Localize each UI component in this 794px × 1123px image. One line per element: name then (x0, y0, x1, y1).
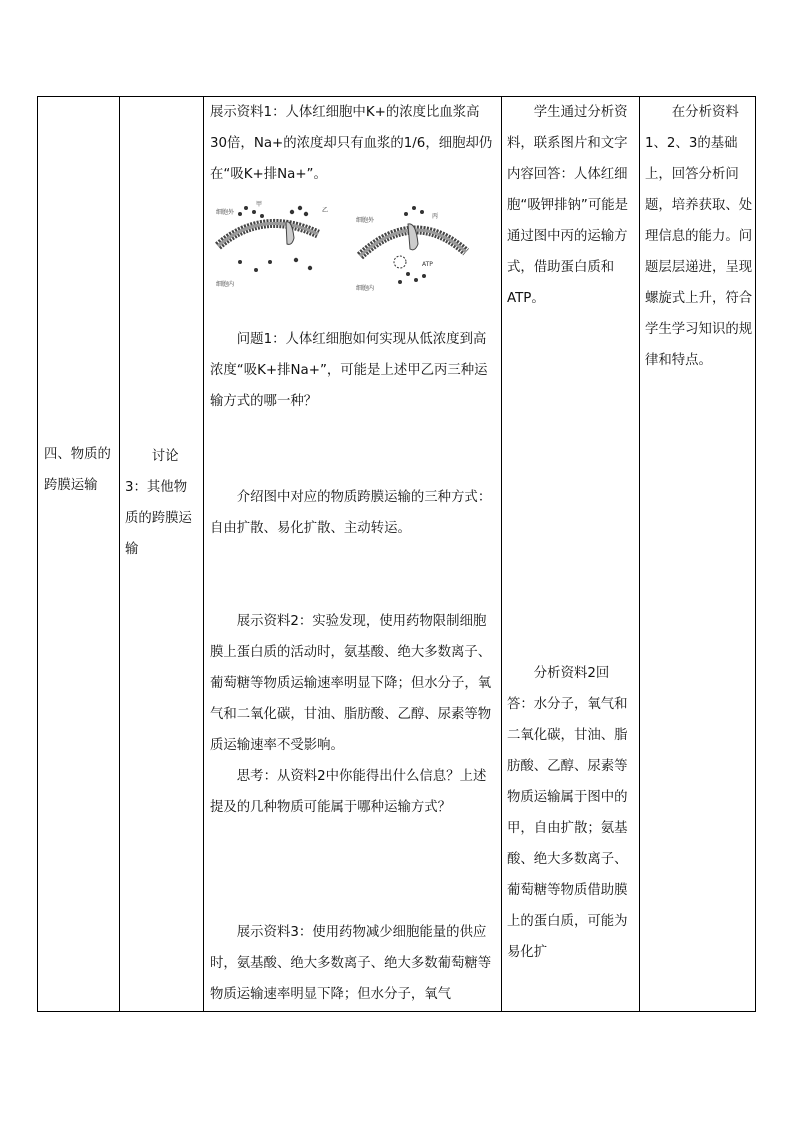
material2-text: 展示资料2：实验发现，使用药物限制细胞膜上蛋白质的活动时，氨基酸、绝大多数离子、葡萄糖等物质运输速率明显下降；但水分子，氧气和二氧化碳，甘油、脂肪酸、乙醇、尿素等物质运输速率不受影响。 (210, 614, 492, 753)
outside-left-label: 细胞外 (216, 209, 235, 216)
inside-left-label: 细胞内 (216, 281, 235, 288)
left-membrane (218, 222, 318, 246)
question1-block (210, 324, 496, 417)
label-yi: 乙 (322, 207, 329, 214)
label-jia: 甲 (256, 201, 263, 208)
answer1-block (507, 97, 633, 314)
outside-right-label: 细胞外 (356, 217, 375, 224)
answer2-block (507, 658, 633, 968)
intro-text: 介绍图中对应的物质跨膜运输的三种方式：自由扩散、易化扩散、主动转运。 (210, 490, 492, 536)
left-particles (238, 206, 312, 272)
column-divider (203, 97, 204, 1011)
topic-title: 讨论3：其他物质的跨膜运输 (125, 449, 192, 557)
section-cell (44, 439, 112, 501)
intro-block (210, 482, 496, 544)
question1-text: 问题1：人体红细胞如何实现从低浓度到高浓度“吸K+排Na+”，可能是上述甲乙丙三种运输方式的哪一种？ (210, 332, 488, 409)
right-membrane (360, 224, 466, 268)
intent-text: 在分析资料1、2、3的基础上，回答分析问题，培养获取、处理信息的能力。问题层层递进，呈现螺旋式上升，符合学生学习知识的规律和特点。 (645, 105, 753, 368)
inside-right-label: 细胞内 (356, 285, 375, 292)
column-divider (119, 97, 120, 1011)
material1-block (210, 97, 496, 190)
material1-text: 展示资料1：人体红细胞中K+的浓度比血浆高30倍，Na+的浓度却只有血浆的1/6，细胞却仍在“吸K+排Na+”。 (210, 105, 493, 182)
membrane-transport-figure (210, 200, 480, 296)
section-title: 四、物质的跨膜运输 (44, 447, 111, 493)
answer1-text: 学生通过分析资料，联系图片和文字内容回答：人体红细胞“吸钾排钠”可能是通过图中丙的运输方式，借助蛋白质和ATP。 (507, 105, 628, 306)
material3-block (210, 917, 496, 1010)
answer2-text: 分析资料2回答：水分子，氧气和二氧化碳，甘油、脂肪酸、乙醇、尿素等物质运输属于图中的甲，自由扩散；氨基酸、绝大多数离子、葡萄糖等物质借助膜上的蛋白质，可能为易化扩 (507, 666, 628, 960)
material2-block (210, 606, 496, 823)
label-bing: 丙 (432, 213, 439, 220)
material3-text: 展示资料3：使用药物减少细胞能量的供应时，氨基酸、绝大多数离子、绝大多数葡萄糖等物质运输速率明显下降；但水分子，氧气 (210, 925, 492, 1002)
intent-block (645, 97, 753, 376)
topic-cell (125, 441, 197, 565)
column-divider (501, 97, 502, 1011)
atp-label: ATP (422, 261, 433, 268)
think-text: 思考：从资料2中你能得出什么信息？上述提及的几种物质可能属于哪种运输方式？ (210, 769, 487, 815)
column-divider (639, 97, 640, 1011)
